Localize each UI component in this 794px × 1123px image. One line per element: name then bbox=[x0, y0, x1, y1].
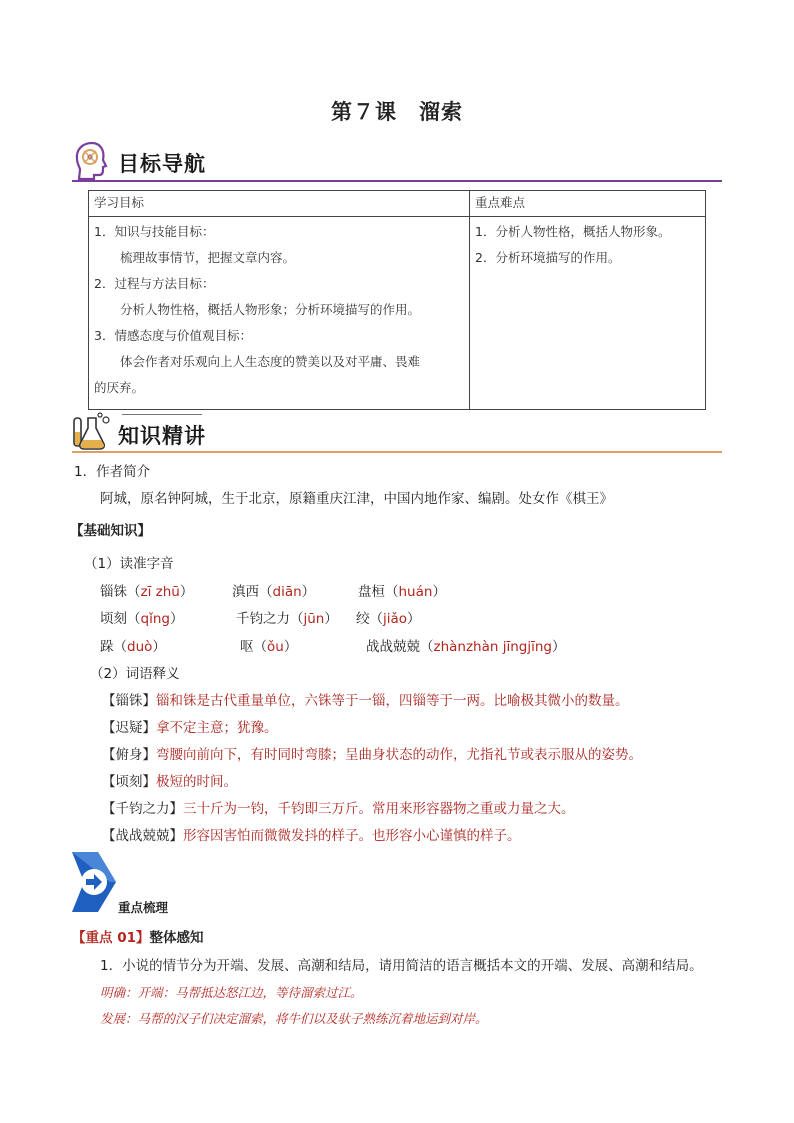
head-brain-icon bbox=[72, 140, 112, 182]
pronunciation-heading: （1）读准字音 bbox=[84, 556, 174, 572]
goal-line: 梳理故事情节，把握文章内容。 bbox=[120, 250, 296, 265]
pronunciation-item: 跺（duò） bbox=[100, 639, 166, 655]
goal-line: 的厌弃。 bbox=[94, 380, 145, 395]
pronunciation-item: 锱铢（zī zhū） bbox=[100, 584, 194, 600]
lesson-name: 溜索 bbox=[419, 99, 463, 124]
knowledge-heading-label: 知识精讲 bbox=[118, 424, 206, 448]
goals-heading-label: 目标导航 bbox=[118, 152, 206, 176]
vocab-item: 【锱铢】锱和铢是古代重量单位，六铢等于一锱，四锱等于一两。比喻极其微小的数量。 bbox=[102, 693, 629, 709]
vocab-item: 【顷刻】极短的时间。 bbox=[102, 774, 237, 790]
key-points-heading: 重点梳理 bbox=[118, 900, 169, 915]
key-difficult-cell bbox=[470, 217, 706, 410]
pronunciation-item: 千钧之力（jūn） bbox=[236, 611, 338, 627]
arrow-right-icon bbox=[70, 850, 118, 914]
goal-line: 2．过程与方法目标： bbox=[94, 276, 215, 291]
vocab-item: 【俯身】弯腰向前向下，有时同时弯膝；呈曲身状态的动作，尤指礼节或表示服从的姿势。 bbox=[102, 747, 642, 763]
heading-accent-line bbox=[122, 414, 202, 415]
answer-line: 明确：开端：马帮抵达怒江边，等待溜索过江。 bbox=[100, 985, 363, 1000]
goals-col1-header: 学习目标 bbox=[89, 191, 470, 217]
knowledge-section-heading bbox=[70, 410, 722, 454]
pronunciation-item: 顷刻（qǐng） bbox=[100, 611, 184, 627]
goals-heading-rule bbox=[72, 180, 722, 182]
author-text: 阿城，原名钟阿城，生于北京，原籍重庆江津，中国内地作家、编剧。处女作《棋王》 bbox=[100, 491, 613, 507]
key-point-tag: 【重点 01】整体感知 bbox=[72, 930, 204, 946]
pronunciation-item: 呕（ǒu） bbox=[240, 639, 298, 655]
vocab-item: 【迟疑】拿不定主意；犹豫。 bbox=[102, 720, 278, 736]
vocab-item: 【战战兢兢】形容因害怕而微微发抖的样子。也形容小心谨慎的样子。 bbox=[102, 828, 521, 844]
goals-section-heading bbox=[72, 140, 724, 184]
key-question: 1．小说的情节分为开端、发展、高潮和结局，请用简洁的语言概括本文的开端、发展、高潮和结局。 bbox=[100, 958, 703, 974]
vocab-heading: （2）词语释义 bbox=[90, 666, 180, 682]
answer-line: 发展：马帮的汉子们决定溜索，将牛们以及驮子熟练沉着地运到对岸。 bbox=[100, 1011, 488, 1026]
goal-line: 1．知识与技能目标： bbox=[94, 224, 215, 239]
goals-col2-header: 重点难点 bbox=[470, 191, 706, 217]
pronunciation-item: 战战兢兢（zhànzhàn jīngjīng） bbox=[366, 639, 566, 655]
knowledge-heading-rule bbox=[72, 451, 722, 453]
basic-knowledge-heading: 【基础知识】 bbox=[70, 523, 151, 539]
pronunciation-item: 绞（jiǎo） bbox=[356, 611, 421, 627]
page-title bbox=[0, 96, 794, 126]
key-line: 2．分析环境描写的作用。 bbox=[475, 250, 621, 265]
goal-line: 分析人物性格，概括人物形象；分析环境描写的作用。 bbox=[120, 302, 421, 317]
lesson-number: 第７课 bbox=[331, 99, 397, 124]
lab-flask-icon bbox=[70, 412, 114, 452]
pronunciation-item: 盘桓（huán） bbox=[358, 584, 446, 600]
vocab-item: 【千钧之力】三十斤为一钧，千钧即三万斤。常用来形容器物之重或力量之大。 bbox=[102, 801, 575, 817]
learning-goals-cell bbox=[89, 217, 470, 410]
author-heading: 1．作者简介 bbox=[74, 464, 151, 480]
goals-table bbox=[88, 190, 706, 410]
goal-line: 3．情感态度与价值观目标： bbox=[94, 328, 252, 343]
pronunciation-item: 滇西（diān） bbox=[232, 584, 316, 600]
key-line: 1．分析人物性格，概括人物形象。 bbox=[475, 224, 671, 239]
goal-line: 体会作者对乐观向上人生态度的赞美以及对平庸、畏难 bbox=[120, 354, 421, 369]
